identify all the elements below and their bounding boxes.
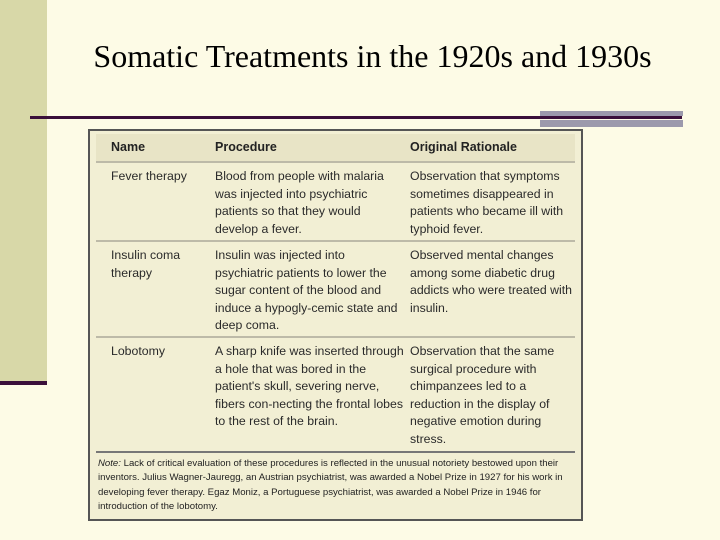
cell-name: Fever therapy: [111, 169, 187, 183]
table-body: [96, 134, 575, 453]
cell-rationale: Observed mental changes among some diabetic drug addicts who were treated with insulin.: [410, 248, 572, 315]
title-accent-bar-top: [540, 111, 683, 116]
table-row: [96, 163, 575, 242]
table-row: [96, 242, 575, 338]
header-name: Name: [111, 140, 146, 154]
cell-rationale: Observation that symptoms sometimes disappeared in patients who became ill with typhoid fever.: [410, 169, 564, 236]
note-label: Note:: [98, 458, 121, 469]
table-note: [98, 457, 570, 515]
left-accent-underline: [0, 381, 47, 385]
cell-name: Insulin coma therapy: [111, 248, 181, 280]
cell-procedure: A sharp knife was inserted through a hole that was bored in the patient's skull, severing nerve, fibers con-necting the frontal lobes to the rest of the brain.: [215, 344, 404, 428]
cell-rationale: Observation that the same surgical procedure with chimpanzees led to a reduction in the display of negative emotion during stress.: [410, 344, 555, 446]
header-rationale: Original Rationale: [410, 140, 517, 154]
cell-name: Lobotomy: [111, 344, 166, 358]
header-procedure: Procedure: [215, 140, 277, 154]
cell-procedure: Blood from people with malaria was injected into psychiatric patients so that they would develop a fever.: [215, 169, 384, 236]
treatments-table: [88, 129, 583, 521]
table-header-row: [96, 134, 575, 163]
title-divider: [30, 116, 682, 119]
table-row: [96, 338, 575, 453]
cell-procedure: Insulin was injected into psychiatric patients to lower the sugar content of the blood and induce a hypogly-cemic state and deep coma.: [215, 248, 398, 332]
slide-title: Somatic Treatments in the 1920s and 1930s: [93, 38, 652, 74]
title-accent-bar-bottom: [540, 120, 683, 127]
note-text: Lack of critical evaluation of these procedures is reflected in the unusual notoriety bestowed upon their inventors. Julius Wagner-Jauregg, an Austrian psychiatrist, was awarded a Nobel Prize in 1927 for his work in developing fever therapy. Egaz Moniz, a Portuguese psychiatrist, was awarded a Nobel Prize in 1946 for introduction of the lobotomy.: [98, 458, 563, 513]
